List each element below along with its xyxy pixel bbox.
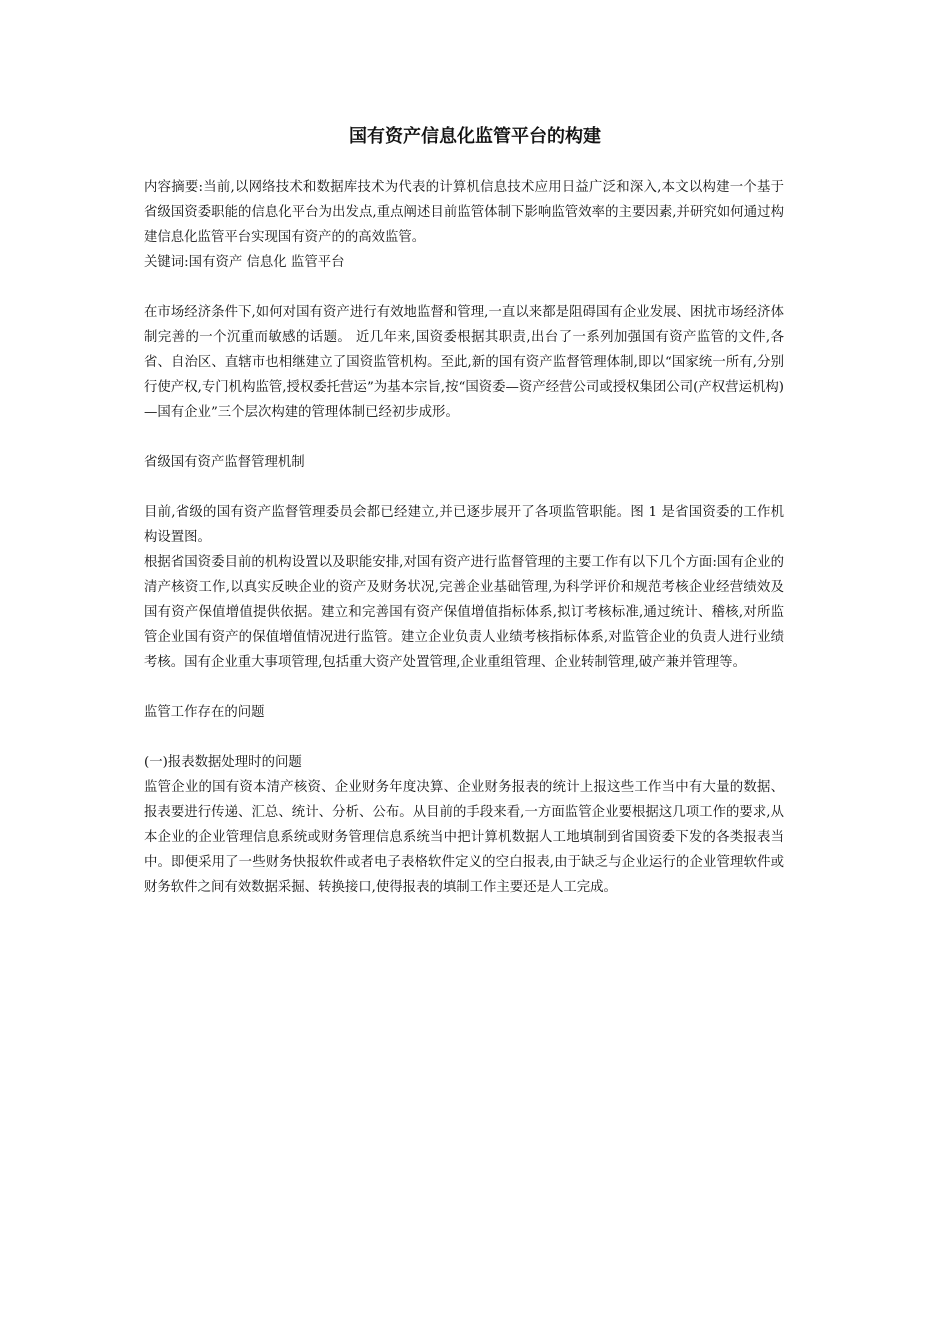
document-body: [144, 175, 784, 900]
body-paragraph: 目前,省级的国有资产监督管理委员会都已经建立,并已逐步展开了各项监管职能。图 1 是省国资委的工作机构设置图。: [144, 505, 784, 545]
paragraph-spacer: [144, 275, 784, 300]
paragraph-spacer: [144, 675, 784, 700]
subsection-heading: (一)报表数据处理时的问题: [144, 755, 302, 770]
body-paragraph: 监管企业的国有资本清产核资、企业财务年度决算、企业财务报表的统计上报这些工作当中有大量的数据、报表要进行传递、汇总、统计、分析、公布。从目前的手段来看,一方面监管企业要根据这几项工作的要求,从本企业的企业管理信息系统或财务管理信息系统当中把计算机数据人工地填制到省国资委下发的各类报表当中。即便采用了一些财务快报软件或者电子表格软件定义的空白报表,由于缺乏与企业运行的企业管理软件或财务软件之间有效数据采掘、转换接口,使得报表的填制工作主要还是人工完成。: [144, 780, 784, 895]
body-paragraph: 根据省国资委目前的机构设置以及职能安排,对国有资产进行监督管理的主要工作有以下几个方面:国有企业的清产核资工作,以真实反映企业的资产及财务状况,完善企业基础管理,为科学评价和规范考核企业经营绩效及国有资产保值增值提供依据。建立和完善国有资产保值增值指标体系,拟订考核标准,通过统计、稽核,对所监管企业国有资产的保值增值情况进行监管。建立企业负责人业绩考核指标体系,对监管企业的负责人进行业绩考核。国有企业重大事项管理,包括重大资产处置管理,企业重组管理、企业转制管理,破产兼并管理等。: [144, 555, 784, 670]
intro-paragraph: 在市场经济条件下,如何对国有资产进行有效地监督和管理,一直以来都是阻碍国有企业发展、困扰市场经济体制完善的一个沉重而敏感的话题。 近几年来,国资委根据其职责,出台了一系列加强国有资产监管的文件,各省、自治区、直辖市也相继建立了国资监管机构。至此,新的国有资产监督管理体制,即以“国家统一所有,分别行使产权,专门机构监管,授权委托营运”为基本宗旨,按“国资委—资产经营公司或授权集团公司(产权营运机构)—国有企业”三个层次构建的管理体制已经初步成形。: [144, 305, 784, 420]
document-title: 国有资产信息化监管平台的构建: [349, 126, 601, 147]
paragraph-spacer: [144, 425, 784, 450]
paragraph-spacer: [144, 475, 784, 500]
section-heading: 监管工作存在的问题: [144, 705, 265, 720]
section-heading: 省级国有资产监督管理机制: [144, 455, 305, 470]
abstract-paragraph: 内容摘要:当前,以网络技术和数据库技术为代表的计算机信息技术应用日益广泛和深入,本文以构建一个基于省级国资委职能的信息化平台为出发点,重点阐述目前监管体制下影响监管效率的主要因素,并研究如何通过构建信息化监管平台实现国有资产的的高效监管。: [144, 180, 784, 245]
keywords-line: 关键词:国有资产 信息化 监管平台: [144, 255, 345, 270]
paragraph-spacer: [144, 725, 784, 750]
